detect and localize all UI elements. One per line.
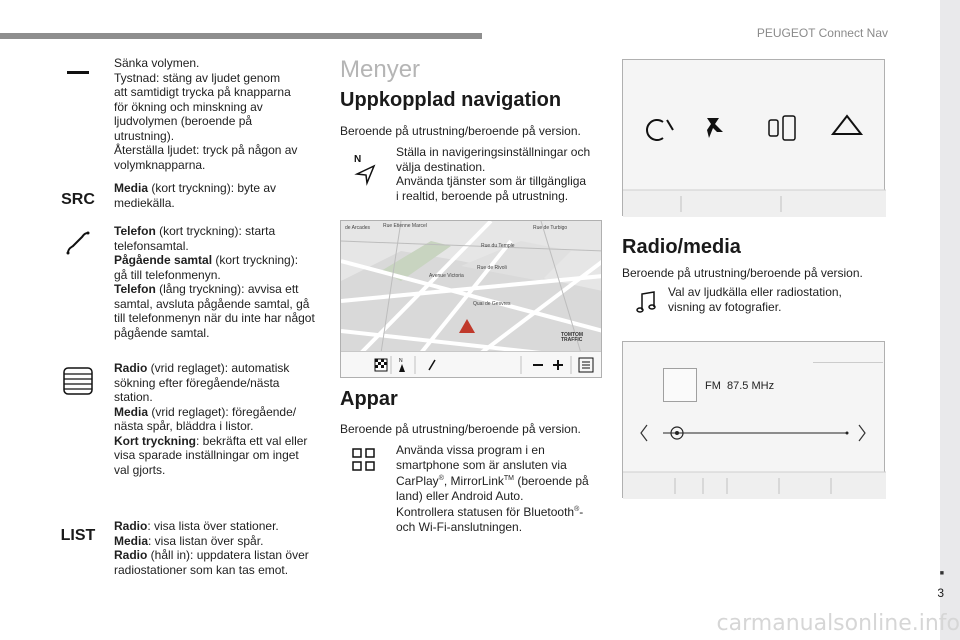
phone-icon [58, 228, 98, 258]
apps-description: Använda vissa program i en smartphone som är ansluten via CarPlay®, MirrorLink™ (beroende på land) eller Android Auto. Kontrollera statusen för Bluetooth®- och Wi-Fi-anslutningen. [396, 443, 589, 534]
bullet-mark: ■ [939, 570, 944, 577]
map-label: Quai de Gesvres [473, 301, 511, 307]
phone-small-icon [429, 360, 435, 370]
header-rule [0, 33, 482, 39]
destination-flag-icon [375, 359, 387, 371]
map-label: Rue de Rivoli [477, 265, 507, 271]
station-frequency: FM 87.5 MHz [705, 380, 775, 392]
home-apps-screenshot [622, 59, 885, 216]
navigation-north-icon [352, 152, 378, 186]
map-label: de Arcades [345, 225, 371, 231]
map-label: Rue du Temple [481, 243, 515, 249]
mirror-phone-icon [769, 116, 795, 140]
page-number: 3 [937, 586, 944, 600]
list-description: Radio: visa lista över stationer. Media: visa listan över spår. Radio (håll in): uppdatera listan över radiostationer som kan tas emot. [114, 519, 309, 577]
src-description: Media (kort tryckning): byte av mediekälla. [114, 181, 277, 210]
minus-icon [58, 66, 98, 80]
tomtom-traffic-logo: TOMTOM TRAFFIC [561, 332, 584, 343]
menus-heading: Menyer [340, 56, 421, 83]
navigation-triangle-icon [833, 116, 861, 134]
svg-text:N: N [354, 154, 362, 165]
radio-screen-screenshot [622, 341, 885, 498]
phone-description: Telefon (kort tryckning): starta telefonsamtal. Pågående samtal (kort tryckning): gå till telefonmenyn. Telefon (lång tryckning): avvisa ett samtal, avsluta pågående samtal, gå till telefonmenyn när du inte har något pågående samtal. [114, 224, 315, 340]
src-label: SRC [61, 191, 95, 208]
carplay-icon [647, 120, 673, 140]
nav-intro: Beroende på utrustning/beroende på version. [340, 124, 581, 138]
apps-heading: Appar [340, 388, 398, 410]
map-label: Rue de Turbigo [533, 225, 568, 231]
map-label: Avenue Victoria [429, 273, 464, 279]
page-edge-stripe [940, 0, 960, 640]
next-chevron-icon [859, 425, 865, 441]
settings-menu-icon [579, 358, 593, 372]
minus-description: Sänka volymen. Tystnad: stäng av ljudet genom att samtidigt trycka på knapparna för ökning och minskning av ljudvolymen (beroende på utrustning). Återställa ljudet: tryck på någon av volymknapparna. [114, 56, 298, 172]
radio-media-heading: Radio/media [622, 236, 741, 258]
compass-icon [399, 358, 405, 372]
apps-grid-icon [352, 448, 376, 472]
list-label: LIST [60, 527, 96, 544]
rotary-dial-icon [58, 366, 98, 396]
radio-media-intro: Beroende på utrustning/beroende på version. [622, 266, 863, 280]
previous-chevron-icon [641, 425, 647, 441]
nav-description: Ställa in navigeringsinställningar och välja destination. Använda tjänster som är tillgängliga i realtid, beroende på utrustning. [396, 145, 591, 203]
radio-media-description: Val av ljudkälla eller radiostation, visning av fotografier. [668, 285, 842, 314]
map-label: Rue Etienne Marcel [383, 223, 427, 229]
radio-knob-description: Radio (vrid reglaget): automatisk sökning efter föregående/nästa station. Media (vrid reglaget): föregående/ nästa spår, bläddra i listor. Kort tryckning: bekräfta ett val eller visa sparade inställningar om inget val gjorts. [114, 361, 308, 477]
peugeot-lion-icon [707, 118, 723, 138]
navigation-map-screenshot [340, 220, 602, 378]
apps-intro: Beroende på utrustning/beroende på version. [340, 422, 581, 436]
header-title: PEUGEOT Connect Nav [756, 26, 888, 40]
watermark: carmanualsonline.info [716, 611, 960, 636]
nav-heading: Uppkopplad navigation [340, 89, 562, 111]
zoom-in-icon [553, 360, 563, 370]
map-toolbar [341, 351, 601, 377]
music-note-icon [634, 290, 658, 314]
svg-text:N: N [399, 358, 403, 364]
